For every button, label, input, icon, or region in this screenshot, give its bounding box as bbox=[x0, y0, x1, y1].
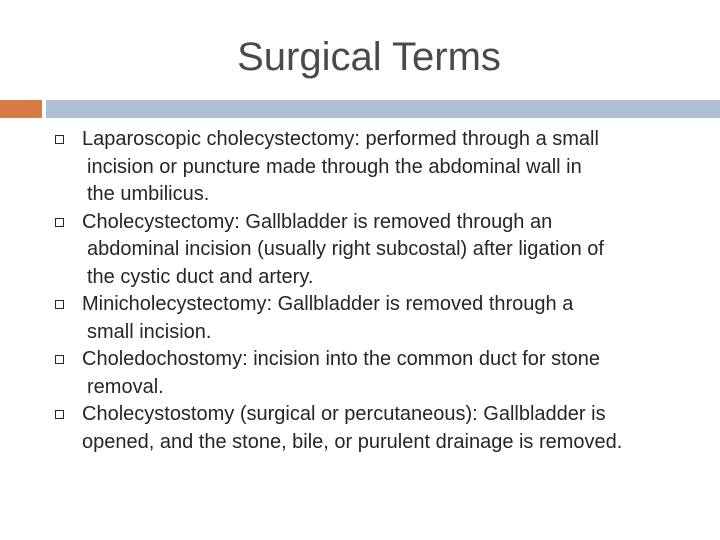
bullet-line: incision or puncture made through the abdominal wall in bbox=[87, 155, 582, 178]
square-bullet-icon bbox=[55, 218, 64, 227]
list-item bbox=[0, 346, 720, 401]
bullet-text bbox=[82, 126, 684, 209]
slide-title: Surgical Terms bbox=[237, 35, 501, 79]
bullet-line: Minicholecystectomy: Gallbladder is removed through a bbox=[82, 293, 574, 315]
list-item bbox=[0, 209, 720, 292]
square-bullet-icon bbox=[55, 300, 64, 309]
bullet-line: the cystic duct and artery. bbox=[87, 265, 314, 288]
square-bullet-icon bbox=[55, 355, 64, 364]
list-item bbox=[0, 401, 720, 456]
header-bar bbox=[46, 100, 720, 118]
list-item bbox=[0, 291, 720, 346]
square-bullet-icon bbox=[55, 410, 64, 419]
bullet-line: abdominal incision (usually right subcostal) after ligation of bbox=[87, 238, 604, 260]
bullet-line: Laparoscopic cholecystectomy: performed through a small bbox=[82, 128, 599, 150]
bullet-list bbox=[0, 126, 720, 456]
bullet-line: removal. bbox=[87, 375, 164, 398]
bullet-text bbox=[82, 401, 684, 456]
bullet-text bbox=[82, 346, 684, 401]
bullet-text bbox=[82, 291, 684, 346]
list-item bbox=[0, 126, 720, 209]
bullet-line: Cholecystostomy (surgical or percutaneous): Gallbladder is bbox=[82, 403, 606, 425]
bullet-line: Choledochostomy: incision into the common duct for stone bbox=[82, 348, 601, 370]
bullet-line: the umbilicus. bbox=[87, 183, 210, 205]
header-accent-bar bbox=[0, 100, 42, 118]
bullet-line: Cholecystectomy: Gallbladder is removed through an bbox=[82, 210, 553, 233]
square-bullet-icon bbox=[55, 135, 64, 144]
bullet-text bbox=[82, 209, 684, 292]
bullet-line: opened, and the stone, bile, or purulent drainage is removed. bbox=[82, 430, 623, 453]
bullet-line: small incision. bbox=[87, 320, 212, 343]
